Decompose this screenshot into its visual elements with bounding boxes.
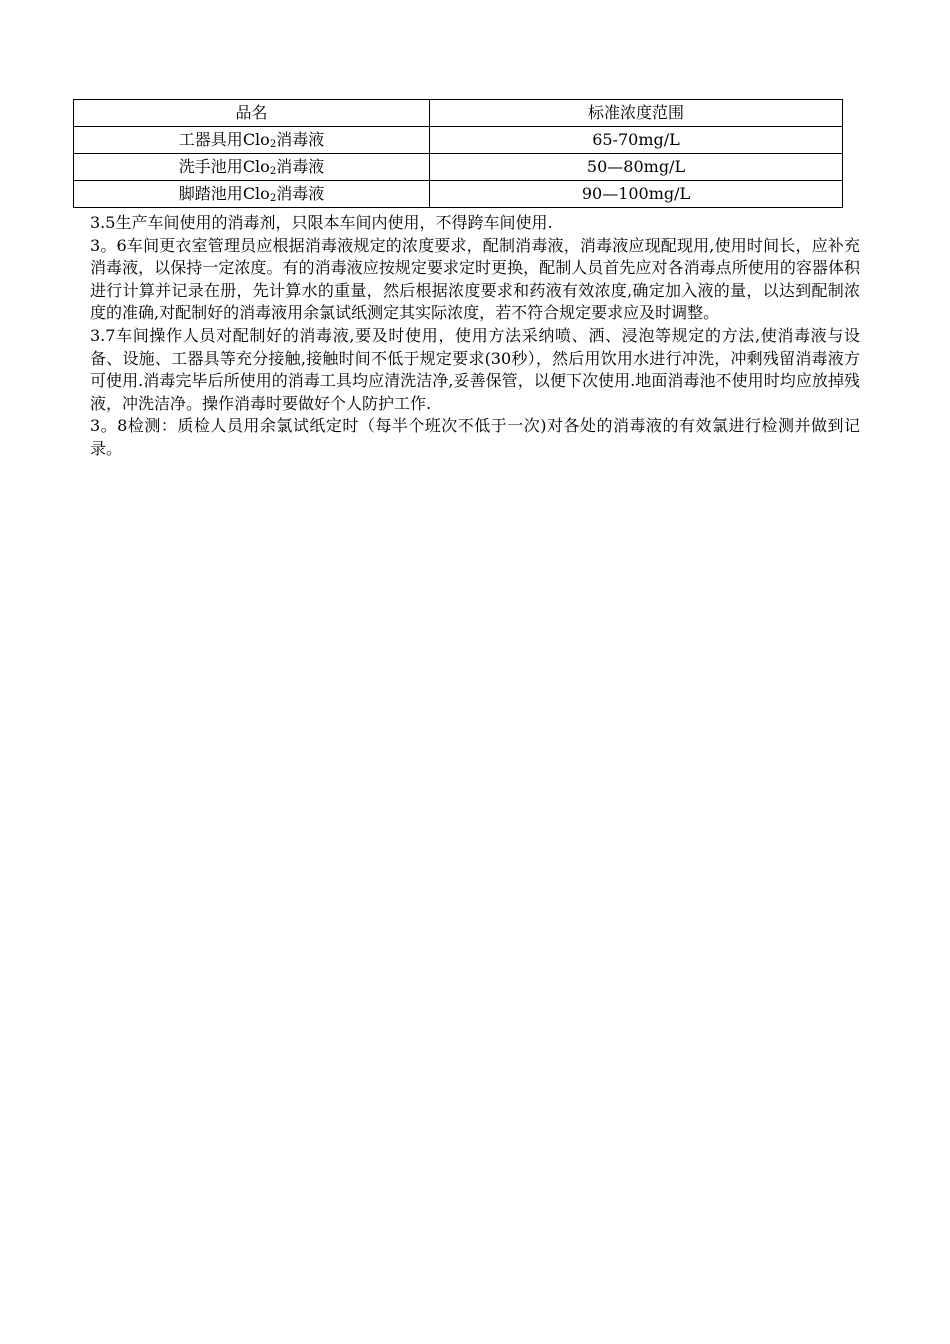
body-text bbox=[90, 212, 860, 461]
range-cell: 50—80mg/L bbox=[430, 154, 843, 181]
range-cell: 90—100mg/L bbox=[430, 181, 843, 208]
concentration-table bbox=[73, 99, 843, 208]
table-header-row bbox=[74, 100, 843, 127]
product-name-cell: 脚踏池用Clo$_2$消毒液 bbox=[74, 181, 430, 208]
table-row bbox=[74, 127, 843, 154]
product-name-cell: 工器具用Clo$_2$消毒液 bbox=[74, 127, 430, 154]
table-row bbox=[74, 154, 843, 181]
table-row bbox=[74, 181, 843, 208]
header-standard-range: 标准浓度范围 bbox=[430, 100, 843, 127]
paragraph-3-8: 3。8检测：质检人员用余氯试纸定时（每半个班次不低于一次)对各处的消毒液的有效氯进行检测并做到记录。 bbox=[90, 416, 860, 458]
paragraph-3-6: 3。6车间更衣室管理员应根据消毒液规定的浓度要求，配制消毒液，消毒液应现配现用,使用时间长，应补充消毒液，以保持一定浓度。有的消毒液应按规定要求定时更换，配制人员首先应对各消毒点所使用的容器体积进行计算并记录在册，先计算水的重量，然后根据浓度要求和药液有效浓度,确定加入液的量，以达到配制浓度的准确,对配制好的消毒液用余氯试纸测定其实际浓度，若不符合规定要求应及时调整。 bbox=[90, 235, 860, 323]
header-product-name: 品名 bbox=[74, 100, 430, 127]
paragraph-3-5: 3.5生产车间使用的消毒剂，只限本车间内使用，不得跨车间使用. bbox=[90, 213, 553, 232]
paragraph-3-7: 3.7车间操作人员对配制好的消毒液,要及时使用，使用方法采纳喷、洒、浸泡等规定的方法,使消毒液与设备、设施、工器具等充分接触,接触时间不低于规定要求(30秒），然后用饮用水进行冲洗，冲剩残留消毒液方可使用.消毒完毕后所使用的消毒工具均应清洗洁净,妥善保管，以便下次使用.地面消毒池不使用时均应放掉残液，冲洗洁净。操作消毒时要做好个人防护工作. bbox=[90, 325, 860, 413]
range-cell: 65-70mg/L bbox=[430, 127, 843, 154]
product-name-cell: 洗手池用Clo$_2$消毒液 bbox=[74, 154, 430, 181]
